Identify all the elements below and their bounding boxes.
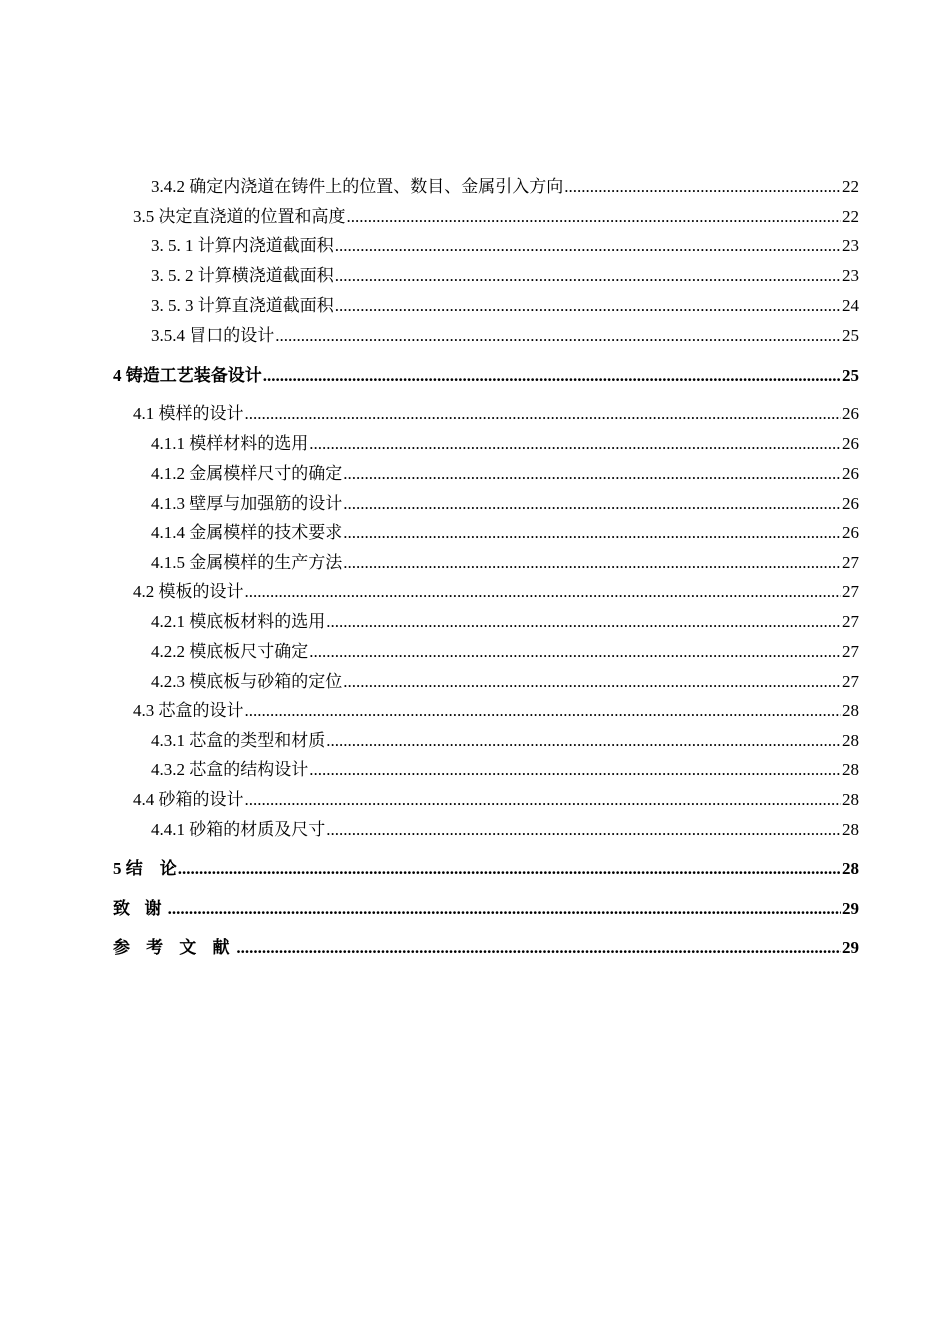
dot-leader	[347, 207, 842, 227]
toc-entry-title: 4.3 芯盒的设计	[133, 701, 244, 720]
dot-leader	[326, 820, 841, 840]
dot-leader	[343, 672, 841, 692]
toc-entry-page: 28	[842, 760, 859, 779]
toc-entry-title: 4.4 砂箱的设计	[133, 790, 244, 809]
toc-entry-page: 27	[842, 582, 859, 601]
toc-entry-4-2-3	[151, 672, 859, 692]
toc-chapter-4	[113, 366, 859, 386]
toc-entry-page: 22	[842, 177, 859, 196]
toc-entry-4-2	[133, 582, 859, 602]
toc-entry-title: 4.2.1 模底板材料的选用	[151, 612, 326, 631]
toc-acknowledgements	[113, 899, 859, 919]
dot-leader	[335, 296, 841, 316]
dot-leader	[245, 404, 842, 424]
dot-leader	[343, 553, 841, 573]
dot-leader	[245, 790, 842, 810]
toc-entry-4-4-1	[151, 820, 859, 840]
toc-entry-page: 26	[842, 464, 859, 483]
toc-entry-page: 27	[842, 553, 859, 572]
toc-entry-page: 26	[842, 523, 859, 542]
toc-entry-title: 3. 5. 3 计算直浇道截面积	[151, 296, 334, 315]
toc-entry-title: 参 考 文 献	[113, 938, 236, 957]
dot-leader	[343, 464, 841, 484]
dot-leader	[335, 266, 841, 286]
toc-entry-page: 27	[842, 642, 859, 661]
toc-entry-title: 4.1.3 壁厚与加强筋的设计	[151, 494, 343, 513]
dot-leader	[309, 642, 841, 662]
toc-entry-4-1-3	[151, 494, 859, 514]
toc-entry-page: 28	[842, 731, 859, 750]
toc-entry-4-3	[133, 701, 859, 721]
toc-entry-page: 26	[842, 434, 859, 453]
toc-entry-title: 5 结 论	[113, 859, 177, 878]
toc-entry-page: 29	[842, 938, 859, 957]
toc-entry-page: 28	[842, 820, 859, 839]
toc-entry-title: 4.1 模样的设计	[133, 404, 244, 423]
toc-entry-title: 致 谢	[113, 899, 167, 918]
toc-entry-4-1-5	[151, 553, 859, 573]
dot-leader	[275, 326, 841, 346]
toc-entry-title: 4.3.2 芯盒的结构设计	[151, 760, 309, 779]
toc-entry-4-1	[133, 404, 859, 424]
toc-entry-page: 28	[842, 859, 859, 878]
toc-entry-4-1-4	[151, 523, 859, 543]
toc-entry-title: 4 铸造工艺装备设计	[113, 366, 262, 385]
toc-entry-page: 23	[842, 236, 859, 255]
toc-entry-title: 4.1.5 金属模样的生产方法	[151, 553, 343, 572]
toc-entry-page: 26	[842, 404, 859, 423]
toc-entry-title: 4.3.1 芯盒的类型和材质	[151, 731, 326, 750]
dot-leader	[309, 434, 841, 454]
dot-leader	[263, 366, 841, 386]
dot-leader	[168, 899, 841, 919]
toc-entry-title: 3.4.2 确定内浇道在铸件上的位置、数目、金属引入方向	[151, 177, 564, 196]
toc-entry-4-4	[133, 790, 859, 810]
toc-entry-page: 24	[842, 296, 859, 315]
toc-entry-title: 4.1.4 金属模样的技术要求	[151, 523, 343, 542]
toc-entry-3-5-1	[151, 236, 859, 256]
toc-entry-title: 4.1.1 模样材料的选用	[151, 434, 309, 453]
dot-leader	[245, 701, 842, 721]
toc-entry-page: 25	[842, 326, 859, 345]
dot-leader	[245, 582, 842, 602]
dot-leader	[335, 236, 841, 256]
toc-entry-page: 27	[842, 672, 859, 691]
toc-entry-page: 28	[842, 701, 859, 720]
dot-leader	[343, 494, 841, 514]
toc-entry-page: 22	[842, 207, 859, 226]
toc-entry-3-4-2	[151, 177, 859, 197]
toc-references	[113, 938, 859, 958]
dot-leader	[236, 938, 841, 958]
toc-entry-4-1-1	[151, 434, 859, 454]
toc-entry-title: 4.4.1 砂箱的材质及尺寸	[151, 820, 326, 839]
toc-entry-page: 27	[842, 612, 859, 631]
toc-entry-4-2-1	[151, 612, 859, 632]
toc-entry-title: 3. 5. 2 计算横浇道截面积	[151, 266, 334, 285]
toc-entry-title: 3. 5. 1 计算内浇道截面积	[151, 236, 334, 255]
toc-entry-3-5-4	[151, 326, 859, 346]
toc-entry-4-3-1	[151, 731, 859, 751]
toc-entry-page: 23	[842, 266, 859, 285]
toc-entry-4-3-2	[151, 760, 859, 780]
toc-entry-title: 4.2.3 模底板与砂箱的定位	[151, 672, 343, 691]
toc-entry-title: 3.5 决定直浇道的位置和高度	[133, 207, 346, 226]
toc-entry-page: 29	[842, 899, 859, 918]
toc-entry-title: 3.5.4 冒口的设计	[151, 326, 275, 345]
dot-leader	[309, 760, 841, 780]
toc-entry-3-5-2	[151, 266, 859, 286]
dot-leader	[326, 731, 841, 751]
toc-entry-3-5-3	[151, 296, 859, 316]
dot-leader	[343, 523, 841, 543]
toc-chapter-5	[113, 859, 859, 879]
toc-entry-4-1-2	[151, 464, 859, 484]
dot-leader	[326, 612, 841, 632]
dot-leader	[564, 177, 841, 197]
toc-entry-page: 26	[842, 494, 859, 513]
dot-leader	[178, 859, 841, 879]
toc-entry-4-2-2	[151, 642, 859, 662]
toc-entry-title: 4.2 模板的设计	[133, 582, 244, 601]
toc-entry-title: 4.2.2 模底板尺寸确定	[151, 642, 309, 661]
toc-entry-page: 28	[842, 790, 859, 809]
toc-entry-3-5	[133, 207, 859, 227]
toc-entry-title: 4.1.2 金属模样尺寸的确定	[151, 464, 343, 483]
toc-entry-page: 25	[842, 366, 859, 385]
